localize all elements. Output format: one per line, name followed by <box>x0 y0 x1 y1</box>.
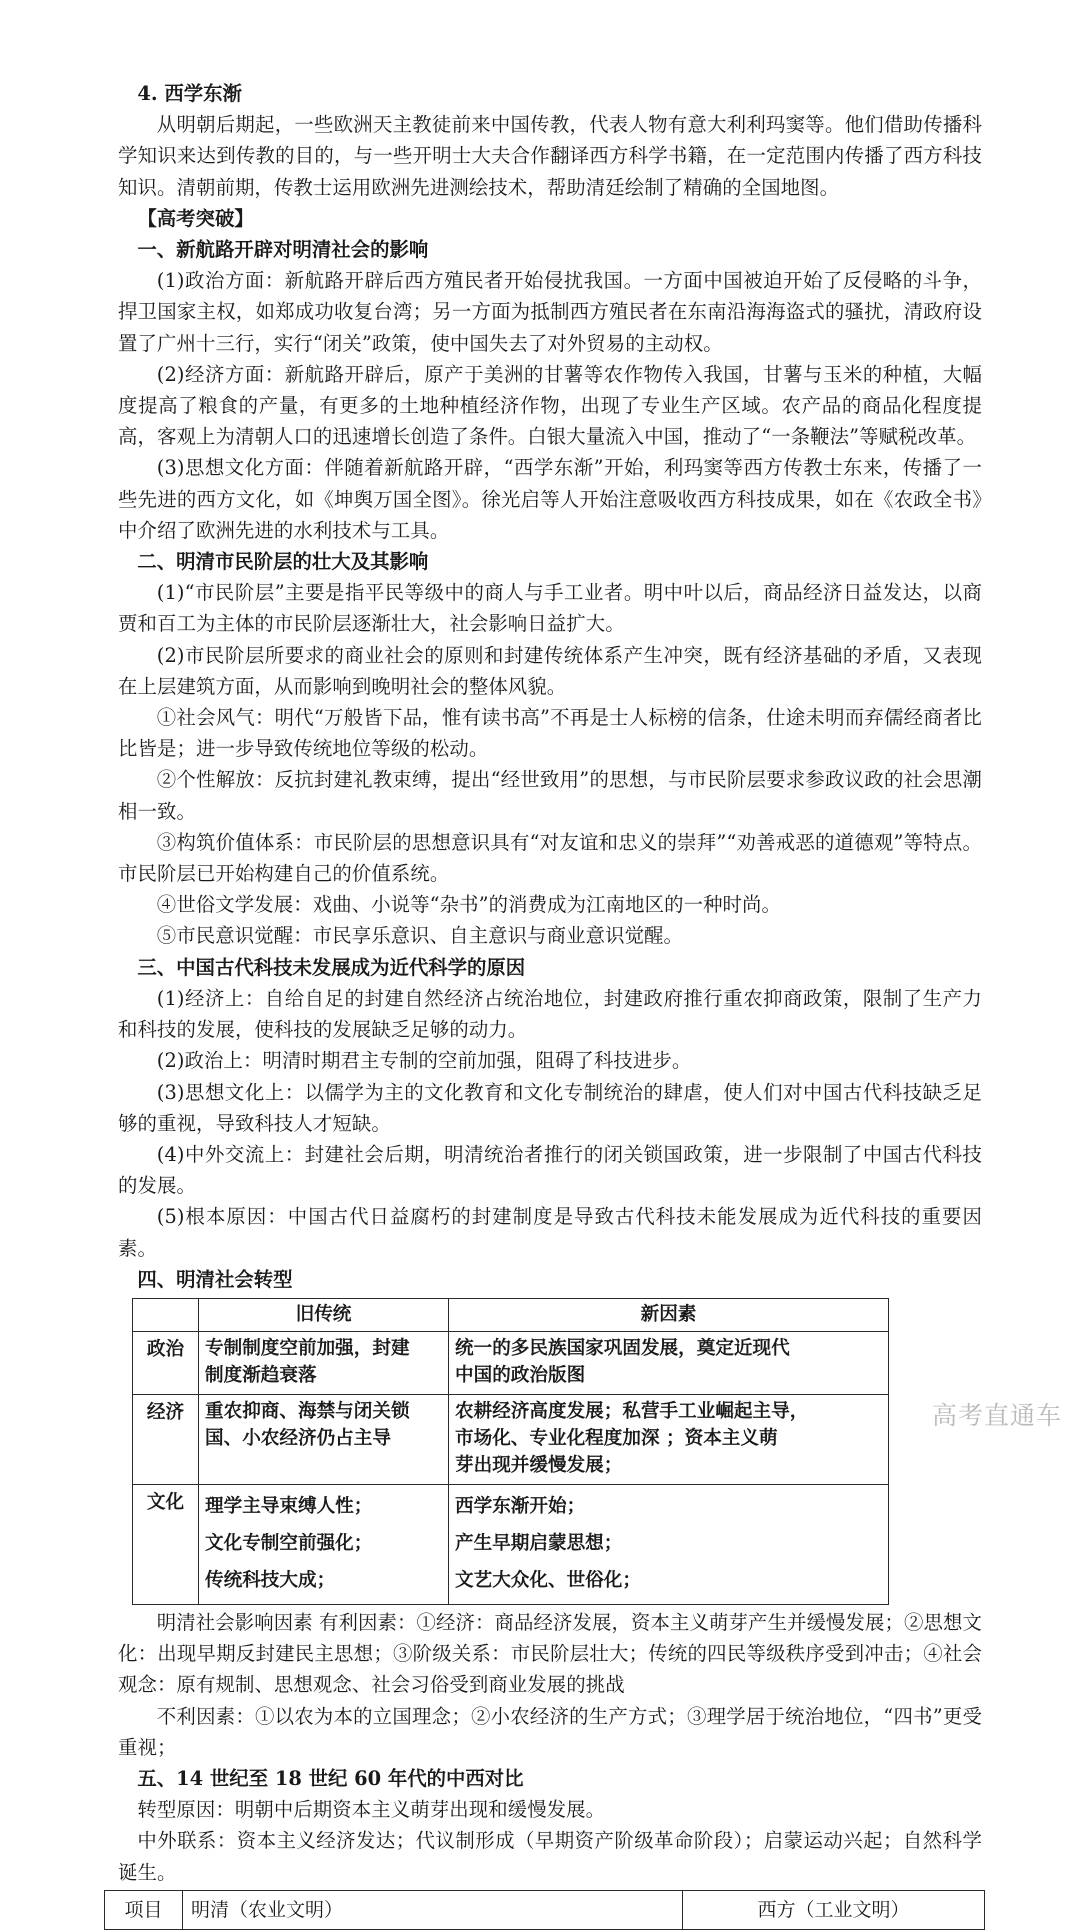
cell-line: 统一的多民族国家巩固发展，奠定近现代 <box>455 1337 790 1359</box>
transition-table <box>132 1298 889 1605</box>
comparison-table <box>104 1890 985 1930</box>
section-heading-5: 五、14 世纪至 18 世纪 60 年代的中西对比 <box>137 1766 524 1790</box>
table-col-new: 新因素 <box>449 1298 889 1331</box>
section-title-4: 4. 西学东渐 <box>137 82 242 105</box>
cell-line: 理学主导束缚人性； <box>205 1495 373 1517</box>
section-3-para-3: (3)思想文化上：以儒学为主的文化教育和文化专制统治的肆虐，使人们对中国古代科技缺乏足够的重视，导致科技人才短缺。 <box>118 1080 982 1135</box>
intro-paragraph: 从明朝后期起，一些欧洲天主教徒前来中国传教，代表人物有意大利利玛窦等。他们借助传播科学知识来达到传教的目的，与一些开明士大夫合作翻译西方科学书籍，在一定范围内传播了西方科技知识。清朝前期，传教士运用欧洲先进测绘技术，帮助清廷绘制了精确的全国地图。 <box>118 113 982 199</box>
transition-table-wrapper <box>132 1298 982 1605</box>
cell-politics-old <box>199 1331 449 1394</box>
after-table-para-2: 不利因素：①以农为本的立国理念；②小农经济的生产方式；③理学居于统治地位，“四书”更受重视； <box>118 1704 982 1759</box>
section-2-para-2: (2)市民阶层所要求的商业社会的原则和封建传统体系产生冲突，既有经济基础的矛盾，又表现在上层建筑方面，从而影响到晚明社会的整体风貌。 <box>118 643 982 698</box>
cell-line: 文化专制空前强化； <box>205 1532 373 1554</box>
cell-line: 农耕经济高度发展；私营手工业崛起主导， <box>455 1400 809 1422</box>
section-heading-1: 一、新航路开辟对明清社会的影响 <box>137 238 429 262</box>
cell-line: 制度渐趋衰落 <box>205 1364 317 1386</box>
cell-line: 西学东渐开始； <box>455 1495 586 1517</box>
section-2-item-5: ⑤市民意识觉醒：市民享乐意识、自主意识与商业意识觉醒。 <box>156 924 684 948</box>
cell-economy-old <box>199 1394 449 1484</box>
table-col-old: 旧传统 <box>199 1298 449 1331</box>
cell-culture-old <box>199 1484 449 1604</box>
cell-line: 市场化、专业化程度加深 ；资本主义萌 <box>455 1427 778 1449</box>
section-2-para-1: (1)“市民阶层”主要是指平民等级中的商人与手工业者。明中叶以后，商品经济日益发达，以商贾和百工为主体的市民阶层逐渐壮大，社会影响日益扩大。 <box>118 581 982 636</box>
table-row <box>105 1890 985 1929</box>
section-3-para-2: (2)政治上：明清时期君主专制的空前加强，阻碍了科技进步。 <box>156 1049 692 1073</box>
section-1-para-1: (1)政治方面：新航路开辟后西方殖民者开始侵扰我国。一方面中国被迫开始了反侵略的斗争，捍卫国家主权，如郑成功收复台湾；另一方面为抵制西方殖民者在东南沿海海盗式的骚扰，清政府设置了广州十三行，实行“闭关”政策，使中国失去了对外贸易的主动权。 <box>118 269 982 355</box>
cell-line: 产生早期启蒙思想； <box>455 1532 623 1554</box>
section-heading-4: 四、明清社会转型 <box>137 1267 293 1291</box>
section-5-para-1: 转型原因：明朝中后期资本主义萌芽出现和缓慢发展。 <box>137 1798 606 1822</box>
cell-culture-new <box>449 1484 889 1604</box>
cell-line: 专制制度空前加强，封建 <box>205 1337 410 1359</box>
document-content <box>118 78 982 1930</box>
section-1-para-2: (2)经济方面：新航路开辟后，原产于美洲的甘薯等农作物传入我国，甘薯与玉米的种植，大幅度提高了粮食的产量，有更多的土地种植经济作物，出现了专业生产区域。农产品的商品化程度提高，客观上为清朝人口的迅速增长创造了条件。白银大量流入中国，推动了“一条鞭法”等赋税改革。 <box>118 362 982 449</box>
breakthrough-header: 【高考突破】 <box>137 206 254 230</box>
table-row <box>133 1331 889 1394</box>
table-corner-cell <box>133 1298 199 1331</box>
cell-line: 中国的政治版图 <box>455 1364 586 1386</box>
cell-economy-new <box>449 1394 889 1484</box>
cell-line: 重农抑商、海禁与闭关锁 <box>205 1400 410 1422</box>
table-row <box>133 1484 889 1604</box>
comparison-header-china: 明清（农业文明） <box>183 1890 683 1929</box>
section-heading-2: 二、明清市民阶层的壮大及其影响 <box>137 550 429 574</box>
cell-line: 国、小农经济仍占主导 <box>205 1427 391 1449</box>
section-2-item-2: ②个性解放：反抗封建礼教束缚，提出“经世致用”的思想，与市民阶层要求参政议政的社会思潮相一致。 <box>118 768 982 823</box>
cell-politics-new <box>449 1331 889 1394</box>
cell-line: 传统科技大成； <box>205 1569 336 1591</box>
table-header-row <box>133 1298 889 1331</box>
section-3-para-5: (5)根本原因：中国古代日益腐朽的封建制度是导致古代科技未能发展成为近代科技的重要因素。 <box>118 1205 982 1260</box>
cell-line: 文艺大众化、世俗化； <box>455 1569 641 1591</box>
cell-line: 芽出现并缓慢发展； <box>455 1454 623 1476</box>
table-row <box>133 1394 889 1484</box>
row-label-economy: 经济 <box>133 1394 199 1484</box>
section-1-para-3: (3)思想文化方面：伴随着新航路开辟，“西学东渐”开始，利玛窦等西方传教士东来，传播了一些先进的西方文化，如《坤舆万国全图》。徐光启等人开始注意吸收西方科技成果，如在《农政全书》中介绍了欧洲先进的水利技术与工具。 <box>118 456 982 542</box>
section-3-para-4: (4)中外交流上：封建社会后期，明清统治者推行的闭关锁国政策，进一步限制了中国古代科技的发展。 <box>118 1142 982 1198</box>
after-table-para-1: 明清社会影响因素 有利因素：①经济：商品经济发展，资本主义萌芽产生并缓慢发展；②思想文化：出现早期反封建民主思想；③阶级关系：市民阶层壮大；传统的四民等级秩序受到冲击；④社会观念：原有规制、思想观念、社会习俗受到商业发展的挑战 <box>118 1610 982 1697</box>
comparison-header-west: 西方（工业文明） <box>683 1890 985 1929</box>
section-heading-3: 三、中国古代科技未发展成为近代科学的原因 <box>137 955 526 979</box>
row-label-politics: 政治 <box>133 1331 199 1394</box>
section-2-item-4: ④世俗文学发展：戏曲、小说等“杂书”的消费成为江南地区的一种时尚。 <box>156 893 782 917</box>
section-3-para-1: (1)经济上：自给自足的封建自然经济占统治地位，封建政府推行重农抑商政策，限制了生产力和科技的发展，使科技的发展缺乏足够的动力。 <box>118 986 982 1042</box>
section-2-item-1: ①社会风气：明代“万般皆下品，惟有读书高”不再是士人标榜的信条，仕途未明而弃儒经商者比比皆是；进一步导致传统地位等级的松动。 <box>118 706 982 761</box>
comparison-header-item: 项目 <box>105 1890 183 1929</box>
section-2-item-3: ③构筑价值体系：市民阶层的思想意识具有“对友谊和忠义的崇拜”“劝善戒恶的道德观”等特点。市民阶层已开始构建自己的价值系统。 <box>118 830 982 886</box>
row-label-culture: 文化 <box>133 1484 199 1604</box>
watermark: 高考直通车 <box>931 1401 1062 1430</box>
section-5-para-2: 中外联系：资本主义经济发达；代议制形成（早期资产阶级革命阶段）；启蒙运动兴起；自然科学诞生。 <box>118 1829 982 1884</box>
